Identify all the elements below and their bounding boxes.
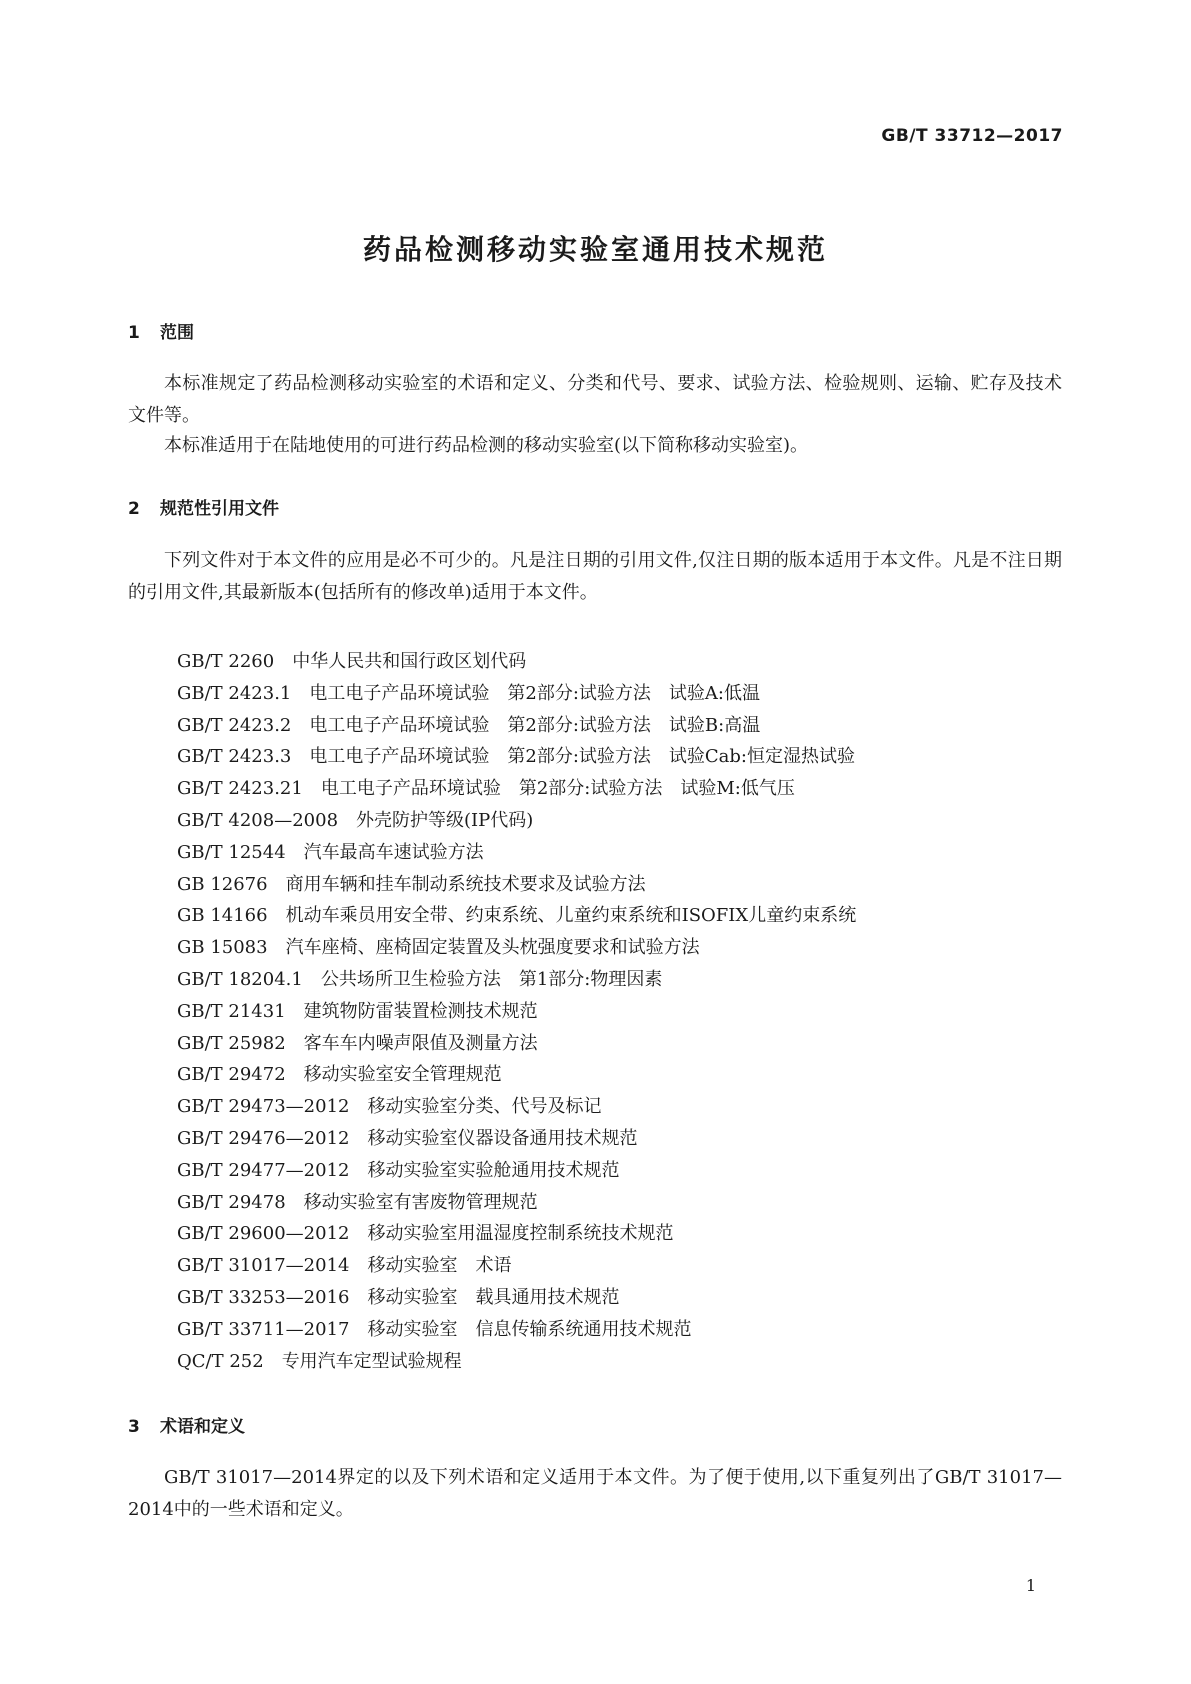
reference-item bbox=[177, 1314, 856, 1346]
section-1-paragraph-2: 本标准适用于在陆地使用的可进行药品检测的移动实验室(以下简称移动实验室)。 bbox=[164, 435, 809, 456]
reference-code: GB 12676 bbox=[177, 873, 268, 895]
reference-title: 电工电子产品环境试验 第2部分:试验方法 试验A:低温 bbox=[309, 682, 760, 704]
reference-title: 移动实验室仪器设备通用技术规范 bbox=[367, 1127, 638, 1149]
reference-item bbox=[177, 805, 856, 837]
reference-code: GB/T 21431 bbox=[177, 1000, 286, 1022]
reference-item bbox=[177, 678, 856, 710]
reference-title: 移动实验室安全管理规范 bbox=[303, 1064, 502, 1086]
section-3-paragraph-1: GB/T 31017—2014界定的以及下列术语和定义适用于本文件。为了便于使用,以下重复列出了GB/T 31017—2014中的一些术语和定义。 bbox=[128, 1467, 1062, 1520]
reference-item bbox=[177, 773, 856, 805]
section-2-heading bbox=[128, 494, 279, 519]
reference-code: GB/T 2260 bbox=[177, 651, 275, 672]
reference-title: 专用汽车定型试验规程 bbox=[281, 1350, 462, 1372]
reference-title: 客车车内噪声限值及测量方法 bbox=[303, 1032, 538, 1054]
reference-title: 电工电子产品环境试验 第2部分:试验方法 试验B:高温 bbox=[309, 714, 761, 736]
standard-code: GB/T 33712—2017 bbox=[881, 126, 1063, 146]
reference-title: 移动实验室分类、代号及标记 bbox=[367, 1096, 602, 1118]
reference-item bbox=[177, 1123, 856, 1155]
reference-code: GB/T 33253—2016 bbox=[177, 1286, 350, 1308]
reference-code: GB/T 31017—2014 bbox=[177, 1255, 350, 1277]
reference-code: GB/T 2423.21 bbox=[177, 778, 303, 800]
reference-title: 机动车乘员用安全带、约束系统、儿童约束系统和ISOFIX儿童约束系统 bbox=[285, 905, 857, 927]
reference-item bbox=[177, 1028, 856, 1060]
reference-item bbox=[177, 1250, 856, 1282]
reference-title: 移动实验室 术语 bbox=[367, 1255, 512, 1277]
reference-code: GB/T 29477—2012 bbox=[177, 1159, 350, 1181]
reference-title: 建筑物防雷装置检测技术规范 bbox=[303, 1000, 538, 1022]
reference-code: GB/T 29600—2012 bbox=[177, 1223, 350, 1245]
reference-code: GB/T 29472 bbox=[177, 1064, 286, 1086]
reference-item bbox=[177, 741, 856, 773]
reference-code: GB/T 29476—2012 bbox=[177, 1127, 350, 1149]
reference-code: GB/T 4208—2008 bbox=[177, 809, 339, 831]
page-number: 1 bbox=[1025, 1576, 1036, 1595]
section-1-heading bbox=[128, 318, 194, 343]
section-title: 术语和定义 bbox=[160, 1417, 245, 1437]
reference-code: GB/T 29473—2012 bbox=[177, 1096, 350, 1118]
section-number: 2 bbox=[128, 499, 140, 519]
reference-item bbox=[177, 932, 856, 964]
reference-item bbox=[177, 646, 856, 678]
reference-item bbox=[177, 1218, 856, 1250]
reference-code: GB/T 25982 bbox=[177, 1032, 286, 1054]
reference-code: GB/T 2423.3 bbox=[177, 746, 292, 768]
reference-item bbox=[177, 1282, 856, 1314]
reference-item bbox=[177, 964, 856, 996]
document-title: 药品检测移动实验室通用技术规范 bbox=[362, 233, 828, 266]
reference-title: 移动实验室用温湿度控制系统技术规范 bbox=[367, 1223, 674, 1245]
reference-title: 移动实验室 信息传输系统通用技术规范 bbox=[367, 1318, 692, 1340]
reference-item bbox=[177, 900, 856, 932]
reference-title: 汽车最高车速试验方法 bbox=[303, 841, 484, 863]
reference-title: 电工电子产品环境试验 第2部分:试验方法 试验M:低气压 bbox=[320, 778, 795, 800]
reference-code: QC/T 252 bbox=[177, 1350, 264, 1372]
normative-reference-list bbox=[177, 646, 856, 1377]
section-title: 规范性引用文件 bbox=[160, 499, 279, 519]
reference-code: GB 14166 bbox=[177, 905, 268, 927]
reference-title: 移动实验室有害废物管理规范 bbox=[303, 1191, 538, 1213]
reference-item bbox=[177, 1091, 856, 1123]
reference-item bbox=[177, 1187, 856, 1219]
reference-item bbox=[177, 1346, 856, 1378]
reference-title: 移动实验室 载具通用技术规范 bbox=[367, 1286, 620, 1308]
reference-code: GB/T 2423.2 bbox=[177, 714, 292, 736]
reference-item bbox=[177, 1059, 856, 1091]
section-1-paragraph-1: 本标准规定了药品检测移动实验室的术语和定义、分类和代号、要求、试验方法、检验规则、运输、贮存及技术文件等。 bbox=[128, 373, 1062, 426]
reference-title: 公共场所卫生检验方法 第1部分:物理因素 bbox=[320, 968, 663, 990]
reference-item bbox=[177, 996, 856, 1028]
reference-title: 移动实验室实验舱通用技术规范 bbox=[367, 1159, 620, 1181]
section-title: 范围 bbox=[160, 323, 194, 343]
reference-code: GB/T 33711—2017 bbox=[177, 1318, 350, 1340]
reference-code: GB/T 18204.1 bbox=[177, 968, 303, 990]
section-number: 3 bbox=[128, 1417, 140, 1437]
reference-item bbox=[177, 710, 856, 742]
reference-title: 中华人民共和国行政区划代码 bbox=[292, 651, 527, 672]
reference-code: GB/T 12544 bbox=[177, 841, 286, 863]
section-2-paragraph-1: 下列文件对于本文件的应用是必不可少的。凡是注日期的引用文件,仅注日期的版本适用于本文件。凡是不注日期的引用文件,其最新版本(包括所有的修改单)适用于本文件。 bbox=[128, 550, 1062, 603]
section-3-heading bbox=[128, 1412, 245, 1437]
reference-title: 汽车座椅、座椅固定装置及头枕强度要求和试验方法 bbox=[285, 937, 700, 959]
reference-item bbox=[177, 837, 856, 869]
reference-code: GB/T 29478 bbox=[177, 1191, 286, 1213]
reference-code: GB/T 2423.1 bbox=[177, 682, 292, 704]
reference-title: 电工电子产品环境试验 第2部分:试验方法 试验Cab:恒定湿热试验 bbox=[309, 746, 855, 768]
reference-title: 商用车辆和挂车制动系统技术要求及试验方法 bbox=[285, 873, 646, 895]
reference-code: GB 15083 bbox=[177, 937, 268, 959]
reference-item bbox=[177, 869, 856, 901]
section-number: 1 bbox=[128, 323, 140, 343]
reference-item bbox=[177, 1155, 856, 1187]
reference-title: 外壳防护等级(IP代码) bbox=[356, 809, 534, 831]
